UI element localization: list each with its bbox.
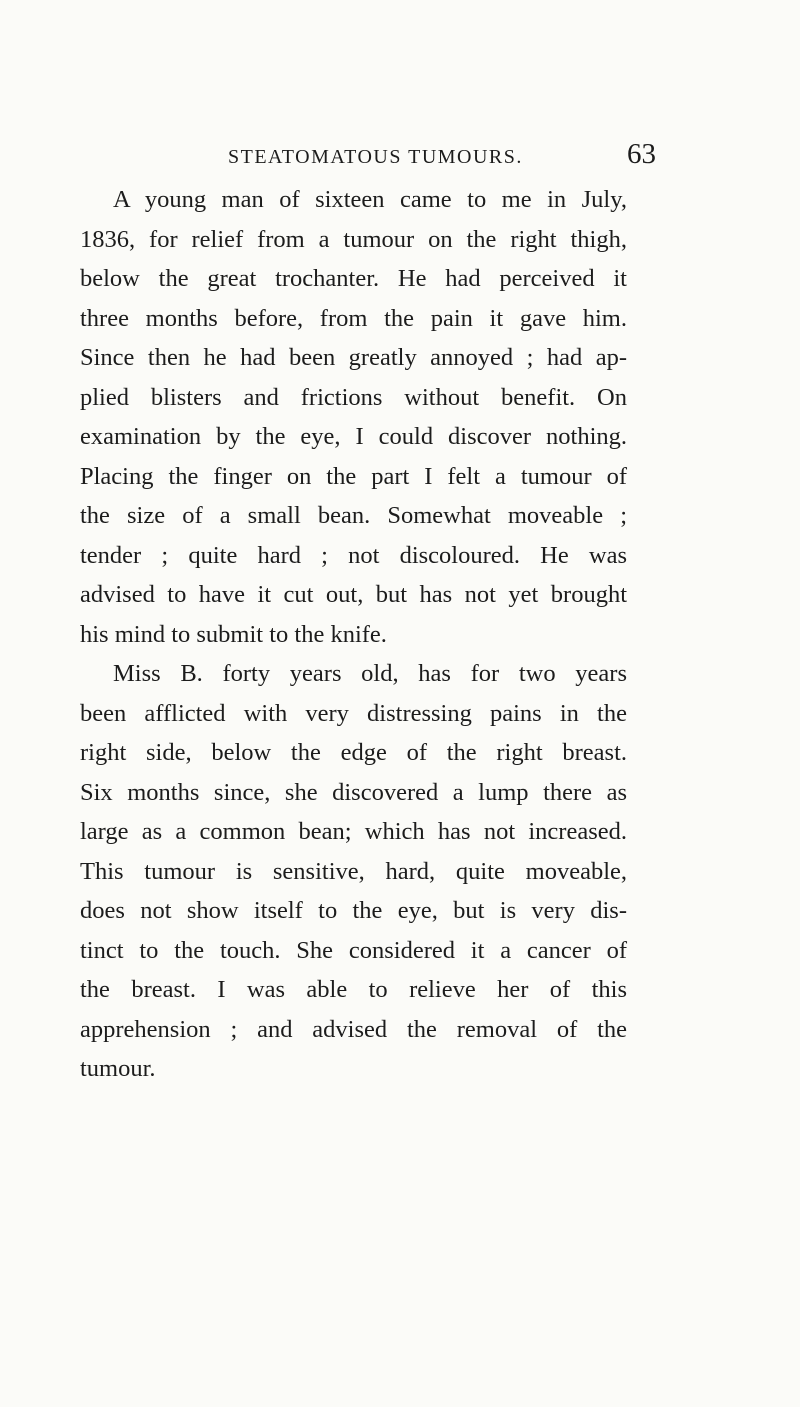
- text-line: below the great trochanter. He had perceived it: [80, 265, 627, 292]
- text-line: plied blisters and frictions without benefit. On: [80, 383, 627, 411]
- running-header: [150, 140, 656, 174]
- text-line: Placing the finger on the part I felt a tumour of: [80, 462, 627, 490]
- text-line: large as a common bean; which has not increased.: [80, 818, 627, 845]
- body-text: [80, 180, 627, 1089]
- text-line: his mind to submit to the knife.: [80, 620, 387, 648]
- text-line: advised to have it cut out, but has not yet brought: [80, 581, 627, 608]
- text-line: Miss B. forty years old, has for two years: [113, 660, 627, 687]
- text-line: Since then he had been greatly annoyed ; had ap-: [80, 344, 627, 371]
- text-line: the breast. I was able to relieve her of this: [80, 976, 627, 1003]
- text-line: been afflicted with very distressing pains in the: [80, 699, 627, 727]
- text-line: tinct to the touch. She considered it a cancer of: [80, 936, 627, 964]
- text-line: examination by the eye, I could discover nothing.: [80, 423, 627, 450]
- text-line: tender ; quite hard ; not discoloured. He was: [80, 541, 627, 569]
- text-line: This tumour is sensitive, hard, quite moveable,: [80, 857, 627, 885]
- text-line: Six months since, she discovered a lump there as: [80, 778, 627, 806]
- text-line: apprehension ; and advised the removal of the: [80, 1015, 627, 1043]
- text-line: three months before, from the pain it gave him.: [80, 304, 627, 332]
- text-line: A young man of sixteen came to me in July,: [113, 186, 627, 213]
- chapter-title: STEATOMATOUS TUMOURS.: [228, 146, 523, 168]
- text-line: does not show itself to the eye, but is very dis-: [80, 897, 627, 924]
- page-number: 63: [627, 138, 656, 170]
- text-line: the size of a small bean. Somewhat moveable ;: [80, 502, 627, 529]
- text-line: 1836, for relief from a tumour on the right thigh,: [80, 225, 627, 253]
- text-line: right side, below the edge of the right breast.: [80, 739, 627, 766]
- text-line: tumour.: [80, 1055, 156, 1082]
